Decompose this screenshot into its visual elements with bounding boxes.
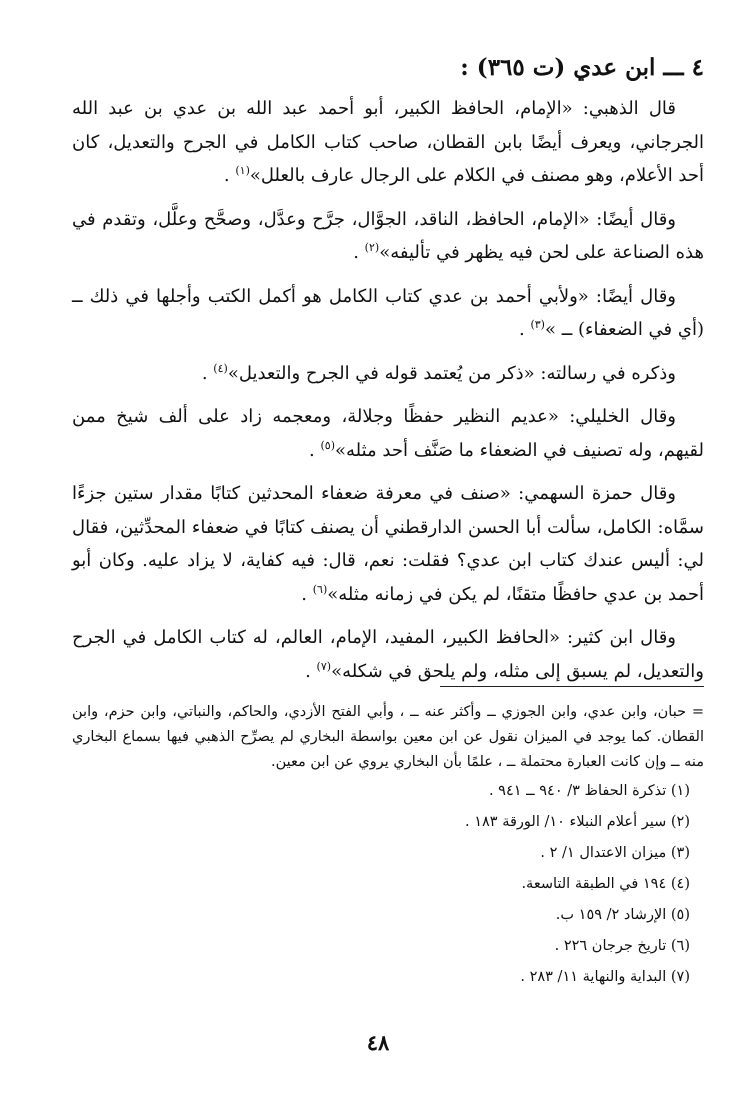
paragraph-text: وقال أيضًا: «الإمام، الحافظ، الناقد، الجوَّال، جرَّح وعدَّل، وصحَّح وعلَّل، وتقدم في هذه الصناعة على لحن فيه يظهر في تأليفه» — [72, 208, 704, 263]
footnote-ref: (٦) — [312, 582, 328, 596]
footnote-ref: (٢) — [364, 241, 380, 254]
footnote-ref: (٣) — [530, 318, 545, 331]
paragraph-text: وقال الخليلي: «عديم النظير حفظًا وجلالة، ومعجمه زاد على ألف شيخ ممن لقيهم، وله تصنيف في الضعفاء ما صَنَّف أحد مثله» — [72, 406, 704, 461]
footnote: (٣) ميزان الاعتدال ١/ ٢ . — [540, 845, 690, 861]
footnote-divider — [440, 686, 704, 687]
paragraph-text: وقال حمزة السهمي: «صنف في معرفة ضعفاء المحدثين كتابًا مقدار ستين جزءًا سمَّاه: الكامل، سألت أبا الحسن الدارقطني أن يصنف كتابًا في ضعفاء المحدِّثين، فقال لي: أليس عندك كتاب ابن عدي؟ فقلت: نعم، قال: فيه كفاية، لا يزاد عليه. وكان أبو أحمد بن عدي حافظًا متقنًا، لم يكن في زمانه مثله» — [72, 483, 704, 605]
footnote-continuation: = حبان، وابن عدي، وابن الجوزي ــ وأكثر عنه ــ ، وأبي الفتح الأزدي، والحاكم، والنباتي، وابن حزم، وابن القطان. كما يوجد في الميزان نقول عن ابن معين بواسطة البخاري لم يصرِّح الذهبي فيها بسماع البخاري منه ــ وإن كانت العبارة محتملة ــ ، علمًا بأن البخاري يروي عن ابن معين. — [72, 704, 704, 770]
paragraph: وقال ابن كثير: «الحافظ الكبير، المفيد، الإمام، العالم، له كتاب الكامل في الجرح والتعديل، لم يسبق إلى مثله، ولم يلحق في شكله»$^{(٧)}$ . — [72, 627, 704, 682]
footnote-ref: (٤) — [213, 361, 228, 375]
footnote: (٢) سير أعلام النبلاء ١٠/ الورقة ١٨٣ . — [465, 814, 690, 830]
footnote: (٤) ١٩٤ في الطبقة التاسعة. — [521, 876, 690, 892]
footnote-ref: (٧) — [316, 659, 332, 673]
paragraph-text: قال الذهبي: «الإمام، الحافظ الكبير، أبو أحمد عبد الله بن عدي بن عبد الله الجرجاني، ويعرف أيضًا بابن القطان، صاحب كتاب الكامل في الجرح والتعديل، كان أحد الأعلام، وهو مصنف في الكلام على الرجال عارف بالعلل» — [72, 98, 704, 186]
footnotes — [72, 700, 704, 996]
footnote: (١) تذكرة الحفاظ ٣/ ٩٤٠ ــ ٩٤١ . — [488, 783, 690, 799]
paragraph-text: وذكره في رسالته: «ذكر من يُعتمد قوله في الجرح والتعديل» — [227, 362, 676, 384]
paragraph-text: وقال ابن كثير: «الحافظ الكبير، المفيد، الإمام، العالم، له كتاب الكامل في الجرح والتعديل، لم يسبق إلى مثله، ولم يلحق في شكله» — [72, 627, 704, 682]
paragraph: وقال أيضًا: «الإمام، الحافظ، الناقد، الجوَّال، جرَّح وعدَّل، وصحَّح وعلَّل، وتقدم في هذه الصناعة على لحن فيه يظهر في تأليفه»$^{(٢)}$ . — [72, 208, 704, 263]
footnote-list — [72, 779, 704, 990]
main-text — [72, 52, 704, 698]
paragraph: قال الذهبي: «الإمام، الحافظ الكبير، أبو أحمد عبد الله بن عدي بن عبد الله الجرجاني، ويعرف أيضًا بابن القطان، صاحب كتاب الكامل في الجرح والتعديل، كان أحد الأعلام، وهو مصنف في الكلام على الرجال عارف بالعلل»$^{(١)}$ . — [72, 98, 704, 186]
footnote: (٦) تاريخ جرجان ٢٢٦ . — [554, 938, 690, 954]
paragraph: وقال أيضًا: «ولأبي أحمد بن عدي كتاب الكامل هو أكمل الكتب وأجلها في ذلك ــ (أي في الضعفاء) ــ »$^{(٣)}$ . — [72, 285, 704, 340]
footnote-ref: (٥) — [320, 438, 335, 452]
paragraph: وقال الخليلي: «عديم النظير حفظًا وجلالة، ومعجمه زاد على ألف شيخ ممن لقيهم، وله تصنيف في الضعفاء ما صَنَّف أحد مثله»$^{(٥)}$ . — [72, 406, 704, 461]
paragraph: وقال حمزة السهمي: «صنف في معرفة ضعفاء المحدثين كتابًا مقدار ستين جزءًا سمَّاه: الكامل، سألت أبا الحسن الدارقطني أن يصنف كتابًا في ضعفاء المحدِّثين، فقال لي: أليس عندك كتاب ابن عدي؟ فقلت: نعم، قال: فيه كفاية، لا يزاد عليه. وكان أبو أحمد بن عدي حافظًا متقنًا، لم يكن في زمانه مثله»$^{(٦)}$ . — [72, 483, 704, 605]
paragraph: وذكره في رسالته: «ذكر من يُعتمد قوله في الجرح والتعديل»$^{(٤)}$ . — [201, 361, 676, 384]
page-number: ٤٨ — [366, 1030, 390, 1055]
paragraph-text: وقال أيضًا: «ولأبي أحمد بن عدي كتاب الكامل هو أكمل الكتب وأجلها في ذلك ــ (أي في الضعفاء) ــ » — [72, 285, 704, 340]
footnote: (٥) الإرشاد ٢/ ١٥٩ ب. — [555, 907, 690, 923]
footnote-ref: (١) — [235, 164, 250, 177]
footnote: (٧) البداية والنهاية ١١/ ٢٨٣ . — [520, 969, 690, 985]
section-heading: ٤ ـــ ابن عدي (ت ٣٦٥) : — [460, 54, 704, 81]
